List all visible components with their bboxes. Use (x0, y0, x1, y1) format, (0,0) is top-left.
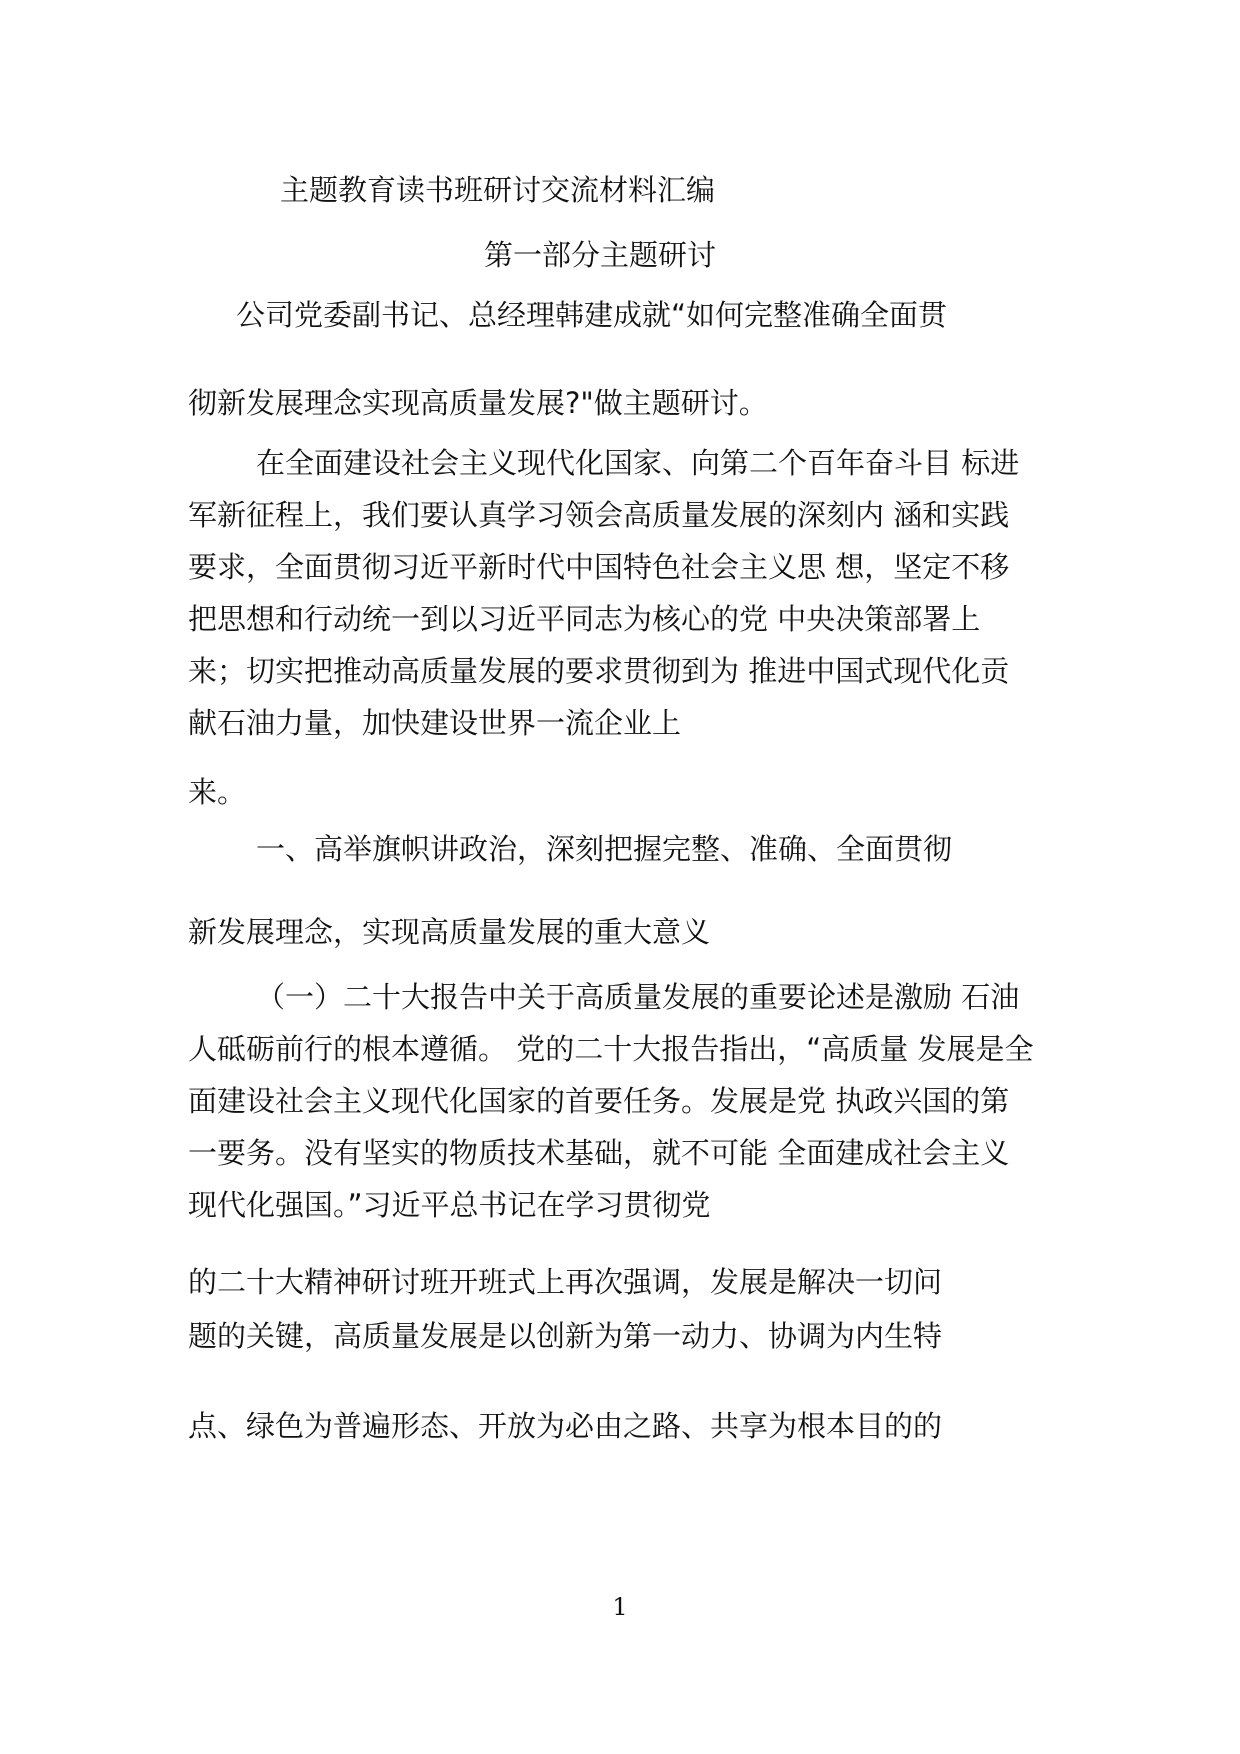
text-line-2: 彻新发展理念实现高质量发展?"做主题研讨。 (188, 386, 768, 420)
section-heading-1-cont: 新发展理念，实现高质量发展的重大意义 (188, 915, 711, 949)
text-line-5: 要求，全面贯彻习近平新时代中国特色社会主义思 想，坚定不移 (188, 550, 1010, 584)
section-heading-1: 一、高举旗帜讲政治，深刻把握完整、准确、全面贯彻 (256, 832, 953, 866)
text-line-16: 现代化强国。”习近平总书记在学习贯彻党 (188, 1188, 711, 1222)
page-number: 1 (612, 1593, 628, 1621)
text-line-18: 题的关键，高质量发展是以创新为第一动力、协调为内生特 (188, 1319, 943, 1353)
text-line-13: 人砥砺前行的根本遵循。 党的二十大报告指出，“高质量 发展是全 (188, 1032, 1034, 1066)
text-line-9: 来。 (188, 775, 247, 809)
document-title: 主题教育读书班研讨交流材料汇编 (280, 173, 716, 207)
text-line-3: 在全面建设社会主义现代化国家、向第二个百年奋斗目 标进 (256, 446, 1020, 480)
text-line-17: 的二十大精神研讨班开班式上再次强调，发展是解决一切问 (188, 1265, 943, 1299)
text-line-14: 面建设社会主义现代化国家的首要任务。发展是党 执政兴国的第 (188, 1084, 1010, 1118)
text-line-1: 公司党委副书记、总经理韩建成就“如何完整准确全面贯 (236, 298, 948, 332)
text-line-12: （一）二十大报告中关于高质量发展的重要论述是激励 石油 (256, 980, 1020, 1014)
text-line-15: 一要务。没有坚实的物质技术基础，就不可能 全面建成社会主义 (188, 1136, 1010, 1170)
text-line-7: 来；切实把推动高质量发展的要求贯彻到为 推进中国式现代化贡 (188, 654, 1010, 688)
text-line-4: 军新征程上，我们要认真学习领会高质量发展的深刻内 涵和实践 (188, 498, 1010, 532)
text-line-8: 献石油力量，加快建设世界一流企业上 (188, 706, 682, 740)
part-heading: 第一部分主题研讨 (484, 238, 717, 272)
text-line-19: 点、绿色为普遍形态、开放为必由之路、共享为根本目的的 (188, 1409, 943, 1443)
text-line-6: 把思想和行动统一到以习近平同志为核心的党 中央决策部署上 (188, 602, 981, 636)
